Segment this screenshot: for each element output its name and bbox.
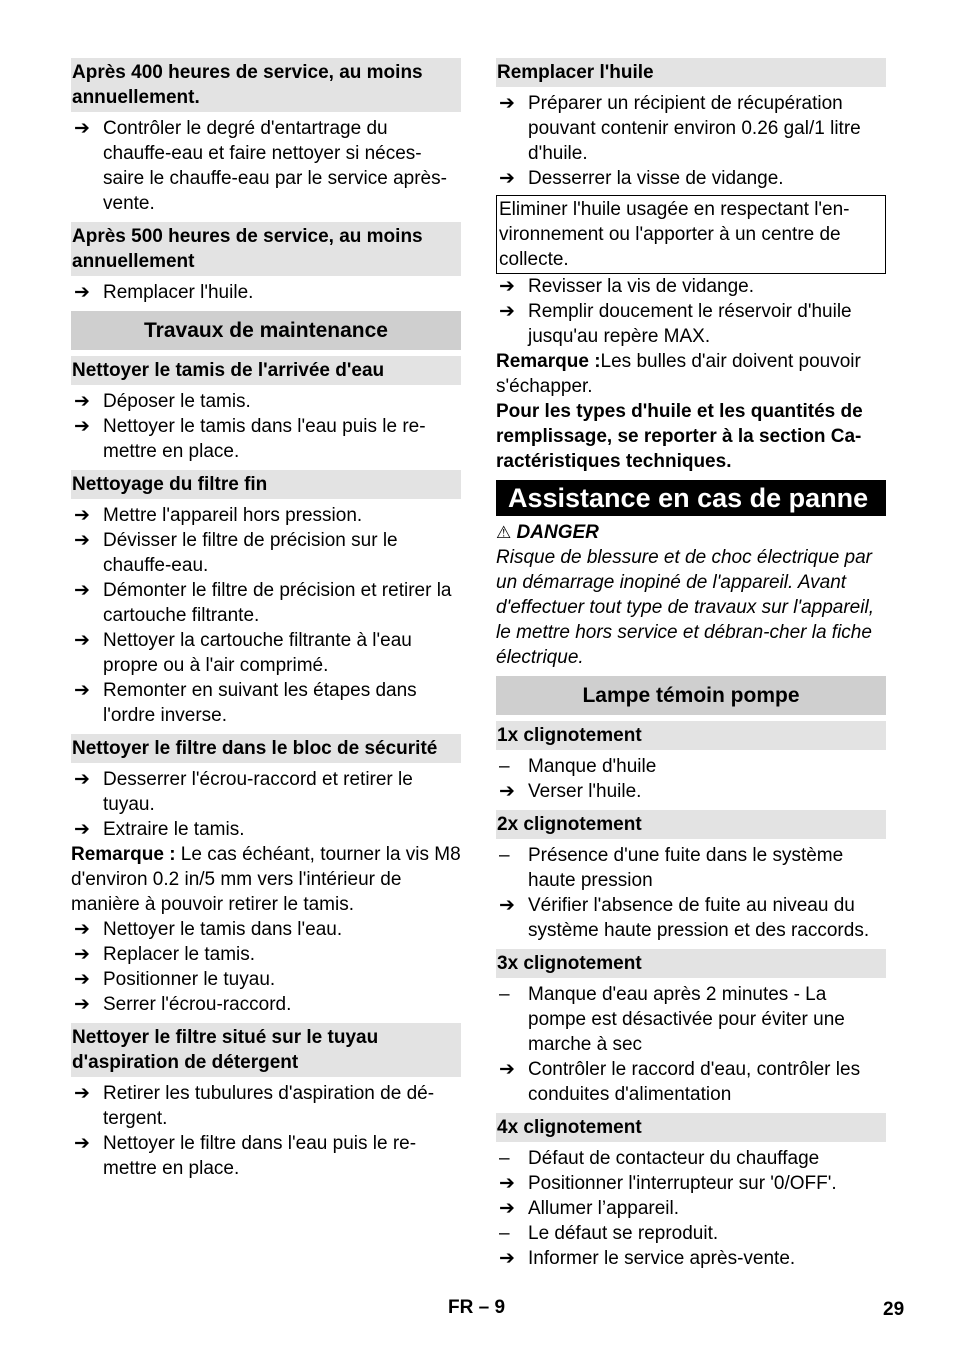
list-item: ➔ Contrôler le degré d'entartrage du chauffe-eau et faire nettoyer si néces-saire le chauffe-eau par le service après-vente.: [74, 118, 447, 214]
list-item: ➔ Replacer le tamis.: [74, 944, 256, 965]
arrow-icon: ➔: [74, 580, 90, 601]
left-column: [71, 58, 461, 1181]
page-number: 29: [883, 1299, 905, 1320]
arrow-icon: ➔: [499, 781, 515, 802]
list-item: ➔ Déposer le tamis.: [74, 391, 251, 412]
section-heading: 2x clignotement: [496, 810, 886, 839]
list-item: ➔ Nettoyer la cartouche filtrante à l'eau propre ou à l'air comprimé.: [74, 630, 412, 676]
arrow-icon: ➔: [74, 630, 90, 651]
list-item: – Manque d'eau après 2 minutes - La pompe est désactivée pour éviter une marche à sec: [499, 984, 845, 1055]
list-item: ➔ Desserrer l'écrou-raccord et retirer le tuyau.: [74, 769, 413, 815]
list-item: ➔ Démonter le filtre de précision et retirer la cartouche filtrante.: [74, 580, 452, 626]
section-heading: Nettoyage du filtre fin: [71, 470, 461, 499]
section-heading: Après 500 heures de service, au moins annuellement: [71, 222, 461, 276]
list-item: ➔ Revisser la vis de vidange.: [499, 276, 754, 297]
arrow-icon: ➔: [499, 168, 515, 189]
arrow-icon: ➔: [74, 1083, 90, 1104]
list-item: ➔ Nettoyer le filtre dans l'eau puis le re-mettre en place.: [74, 1133, 417, 1179]
right-column: [496, 58, 886, 1271]
section-heading: Après 400 heures de service, au moins annuellement.: [71, 58, 461, 112]
arrow-icon: ➔: [74, 769, 90, 790]
arrow-icon: ➔: [74, 118, 90, 139]
arrow-icon: ➔: [74, 680, 90, 701]
danger-label: ⚠ DANGER: [496, 522, 599, 543]
warning-icon: ⚠: [496, 523, 512, 542]
section-heading: Nettoyer le tamis de l'arrivée d'eau: [71, 356, 461, 385]
list-item: ➔ Verser l'huile.: [499, 781, 642, 802]
arrow-icon: ➔: [499, 1059, 515, 1080]
dash-marker: –: [499, 756, 510, 777]
arrow-icon: ➔: [74, 416, 90, 437]
chapter-heading: Assistance en cas de panne: [496, 480, 886, 516]
list-item: – Manque d'huile: [499, 756, 657, 777]
list-item: ➔ Remonter en suivant les étapes dans l'ordre inverse.: [74, 680, 417, 726]
list-item: ➔ Nettoyer le tamis dans l'eau.: [74, 919, 343, 940]
maintenance-heading: Travaux de maintenance: [71, 311, 461, 350]
list-item: – Le défaut se reproduit.: [499, 1223, 719, 1244]
list-item: ➔ Informer le service après-vente.: [499, 1248, 796, 1269]
arrow-icon: ➔: [499, 301, 515, 322]
dash-marker: –: [499, 845, 510, 866]
section-heading: Nettoyer le filtre dans le bloc de sécurité: [71, 734, 461, 763]
arrow-icon: ➔: [499, 276, 515, 297]
arrow-icon: ➔: [499, 1248, 515, 1269]
list-item: ➔ Contrôler le raccord d'eau, contrôler les conduites d'alimentation: [499, 1059, 861, 1105]
remark: Remarque :Les bulles d'air doivent pouvoir s'échapper.: [496, 351, 861, 397]
arrow-icon: ➔: [74, 391, 90, 412]
arrow-icon: ➔: [74, 530, 90, 551]
section-heading: 1x clignotement: [496, 721, 886, 750]
arrow-icon: ➔: [74, 994, 90, 1015]
section-page-label: FR – 9: [448, 1297, 506, 1318]
arrow-icon: ➔: [74, 819, 90, 840]
danger-text: Risque de blessure et de choc électrique par un démarrage inopiné de l'appareil. Avant d'effectuer tout type de travaux sur l'appareil, le mettre hors service et débran-cher la fiche électrique.: [496, 547, 874, 668]
arrow-icon: ➔: [74, 282, 90, 303]
dash-marker: –: [499, 984, 510, 1005]
list-item: ➔ Dévisser le filtre de précision sur le chauffe-eau.: [74, 530, 398, 576]
section-heading: Remplacer l'huile: [496, 58, 886, 87]
environment-note-box: Eliminer l'huile usagée en respectant l'en-vironnement ou l'apporter à un centre de collecte.: [496, 195, 886, 274]
section-heading: Nettoyer le filtre situé sur le tuyau d'aspiration de détergent: [71, 1023, 461, 1077]
arrow-icon: ➔: [499, 895, 515, 916]
list-item: – Défaut de contacteur du chauffage: [499, 1148, 820, 1169]
dash-marker: –: [499, 1223, 510, 1244]
list-item: ➔ Desserrer la visse de vidange.: [499, 168, 784, 189]
list-item: ➔ Allumer l’appareil.: [499, 1198, 680, 1219]
remark: Remarque : Le cas échéant, tourner la vis M8 d'environ 0.2 in/5 mm vers l'intérieur de manière à pouvoir retirer le tamis.: [71, 844, 461, 915]
arrow-icon: ➔: [74, 944, 90, 965]
list-item: ➔ Serrer l'écrou-raccord.: [74, 994, 292, 1015]
list-item: ➔ Nettoyer le tamis dans l'eau puis le re-mettre en place.: [74, 416, 426, 462]
bold-note: Pour les types d'huile et les quantités de remplissage, se reporter à la section Ca-ractéristiques techniques.: [496, 401, 863, 472]
section-heading: 4x clignotement: [496, 1113, 886, 1142]
arrow-icon: ➔: [74, 969, 90, 990]
dash-marker: –: [499, 1148, 510, 1169]
list-item: ➔ Mettre l'appareil hors pression.: [74, 505, 363, 526]
list-item: ➔ Positionner le tuyau.: [74, 969, 276, 990]
lamp-heading: Lampe témoin pompe: [496, 676, 886, 715]
list-item: ➔ Extraire le tamis.: [74, 819, 245, 840]
list-item: – Présence d'une fuite dans le système haute pression: [499, 845, 844, 891]
list-item: ➔ Remplir doucement le réservoir d'huile jusqu'au repère MAX.: [499, 301, 852, 347]
arrow-icon: ➔: [499, 1198, 515, 1219]
arrow-icon: ➔: [499, 93, 515, 114]
arrow-icon: ➔: [74, 505, 90, 526]
arrow-icon: ➔: [74, 1133, 90, 1154]
list-item: ➔ Remplacer l'huile.: [74, 282, 254, 303]
section-heading: 3x clignotement: [496, 949, 886, 978]
arrow-icon: ➔: [74, 919, 90, 940]
list-item: ➔ Préparer un récipient de récupération pouvant contenir environ 0.26 gal/1 litre d'huile.: [499, 93, 861, 164]
list-item: ➔ Positionner l'interrupteur sur '0/OFF'.: [499, 1173, 837, 1194]
list-item: ➔ Vérifier l'absence de fuite au niveau du système haute pression et des raccords.: [499, 895, 870, 941]
arrow-icon: ➔: [499, 1173, 515, 1194]
list-item: ➔ Retirer les tubulures d'aspiration de dé-tergent.: [74, 1083, 435, 1129]
